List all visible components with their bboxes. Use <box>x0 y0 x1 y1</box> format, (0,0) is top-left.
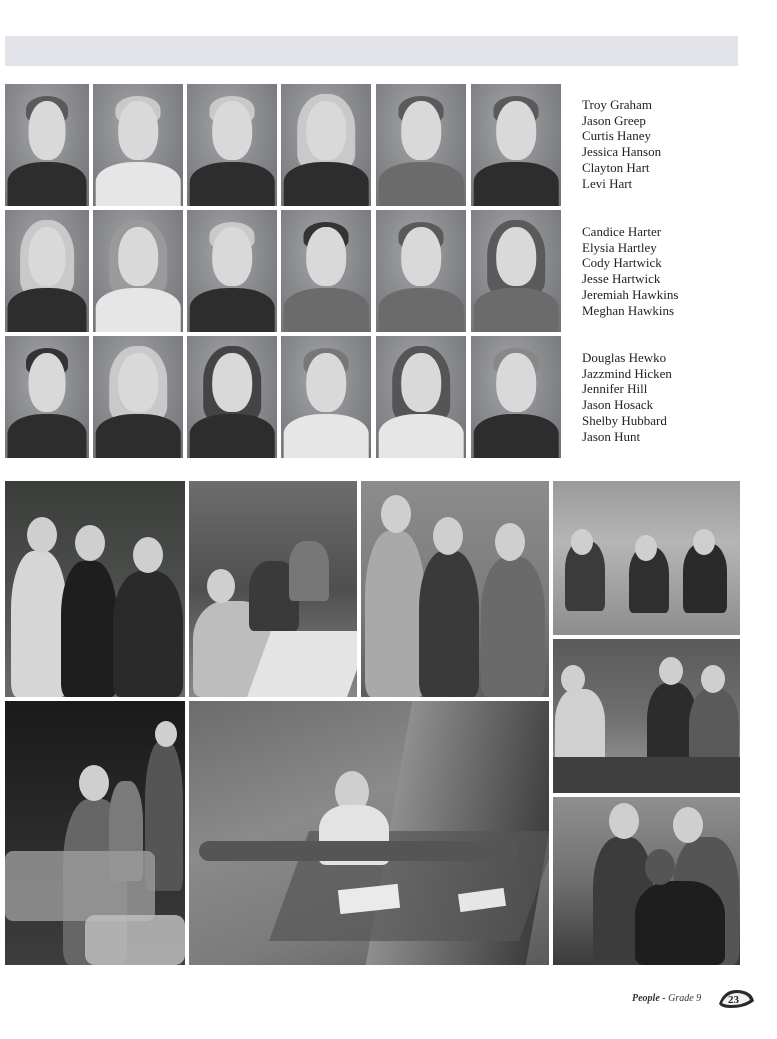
candid-photo-gym-group <box>361 481 549 697</box>
candid-photo-water-model <box>5 701 185 965</box>
student-name: Curtis Haney <box>582 128 651 144</box>
student-name: Jesse Hartwick <box>582 271 661 287</box>
student-name: Shelby Hubbard <box>582 412 667 428</box>
portrait-elysia-hartley <box>93 210 183 332</box>
student-name: Cody Hartwick <box>582 255 662 271</box>
page-number-badge <box>716 985 756 1011</box>
portrait-curtis-haney <box>187 84 277 206</box>
student-name: Elysia Hartley <box>582 239 657 255</box>
portrait-jennifer-hill <box>187 336 277 458</box>
footer-grade: Grade 9 <box>668 993 702 1004</box>
portrait-shelby-hubbard <box>376 336 466 458</box>
page-number: 23 <box>728 994 739 1006</box>
candid-photo-teacher-helping <box>553 797 740 965</box>
name-list-row-1 <box>582 97 661 191</box>
portrait-jason-hunt <box>471 336 561 458</box>
portrait-jazzmind-hicken <box>93 336 183 458</box>
footer-separator: - <box>659 993 669 1004</box>
page-footer <box>632 993 701 1004</box>
student-name: Jason Greep <box>582 112 646 128</box>
portrait-jessica-hanson <box>281 84 371 206</box>
student-name: Clayton Hart <box>582 159 650 175</box>
portrait-meghan-hawkins <box>471 210 561 332</box>
student-name: Jason Hosack <box>582 397 654 413</box>
portrait-clayton-hart <box>376 84 466 206</box>
student-name: Jessica Hanson <box>582 144 662 160</box>
candid-photo-chalkboard-girls <box>5 481 185 697</box>
portrait-jason-greep <box>93 84 183 206</box>
student-name: Jason Hunt <box>582 428 641 444</box>
portrait-jeremiah-hawkins <box>376 210 466 332</box>
portrait-cody-hartwick <box>187 210 277 332</box>
footer-section: People <box>632 993 660 1004</box>
name-list-row-2 <box>582 224 678 318</box>
portrait-douglas-hewko <box>5 336 89 458</box>
name-list-row-3 <box>582 350 672 444</box>
portrait-jesse-hartwick <box>281 210 371 332</box>
candid-photo-science-lab <box>553 639 740 793</box>
student-name: Jennifer Hill <box>582 381 648 397</box>
header-band <box>5 36 738 66</box>
candid-photo-hallway-splits <box>189 701 549 965</box>
portrait-candice-harter <box>5 210 89 332</box>
portrait-levi-hart <box>471 84 561 206</box>
student-name: Troy Graham <box>582 97 652 112</box>
student-name: Douglas Hewko <box>582 350 667 365</box>
student-name: Candice Harter <box>582 224 662 239</box>
student-name: Levi Hart <box>582 175 633 191</box>
student-name: Jeremiah Hawkins <box>582 286 679 302</box>
candid-photo-classroom-table <box>189 481 357 697</box>
portrait-troy-graham <box>5 84 89 206</box>
portrait-jason-hosack <box>281 336 371 458</box>
student-name: Jazzmind Hicken <box>582 365 672 381</box>
student-name: Meghan Hawkins <box>582 302 675 318</box>
candid-photo-gym-floor <box>553 481 740 635</box>
